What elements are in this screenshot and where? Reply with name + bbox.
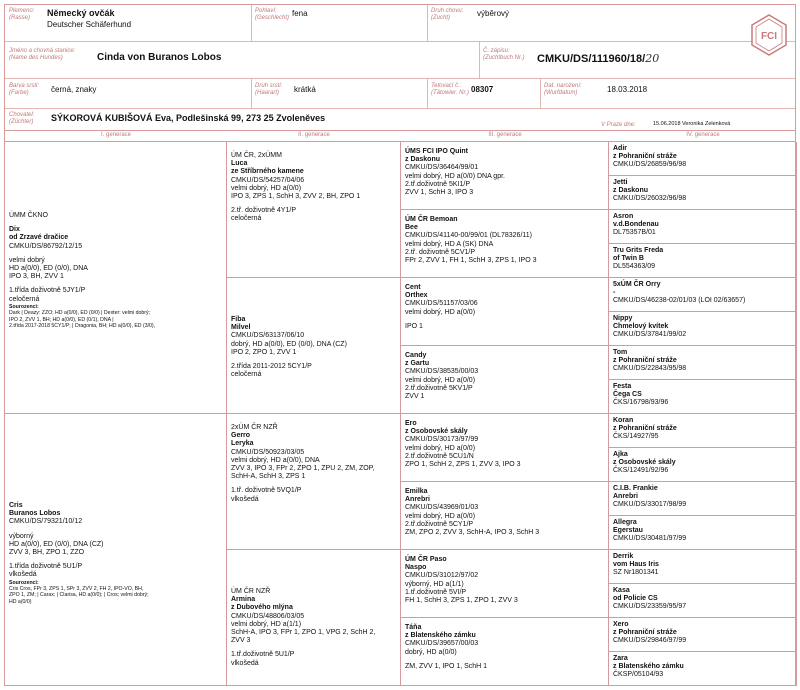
ancestor-line: dobrý, HD a(0/0) [405, 648, 457, 656]
ancestor-line: Bee [405, 224, 418, 232]
ancestor-line: 2.třída 2017-2018 5CY1/P; | Dragonia, BH; HD a(0/0), ED (3/0), [9, 323, 156, 330]
ancestor-g4-8 [609, 380, 797, 414]
ancestor-line: IPO 2, ZPO 1, ZVV 1 [231, 348, 297, 356]
svg-text:FCI: FCI [760, 31, 778, 42]
ancestor-line: ÚMS FCI IPO Quint [405, 148, 468, 155]
ancestor-line: ČKSP/05104/93 [613, 671, 664, 679]
ancestor-g4-3 [609, 210, 797, 244]
ancestor-line: dobrý, HD a(0/0), ED (0/0), DNA (CZ) [231, 340, 347, 348]
ancestor-line: FPr 2, ZVV 1, FH 1, SchH 3, ZPS 1, IPO 3 [405, 257, 537, 265]
ancestor-line: HD a(0/0), ED (0/0), DNA (CZ) [9, 540, 104, 548]
ancestor-line: Čega CS [613, 391, 642, 399]
ancestor-line: CMKU/DS/86792/12/15 [9, 242, 83, 250]
ancestor-line: Jetti [613, 179, 628, 186]
ancestor-line: ZM, ZPO 2, ZVV 3, SchH-A, IPO 3, SchH 3 [405, 529, 540, 537]
ancestor-line: CMKU/DS/26032/96/98 [613, 195, 687, 203]
ancestor-line: 2xÚM ČR NZŘ [231, 424, 278, 431]
ancestor-line: celočerná [9, 295, 40, 303]
ancestor-line: Nippy [613, 315, 633, 322]
ancestor-line: 2.tř.doživotně 5CU1/N [405, 452, 474, 460]
ancestor-line: CMKU/DS/23359/95/97 [613, 603, 687, 611]
ancestor-line: vlkošedá [231, 659, 259, 667]
ancestor-line: HD a(0/0) [9, 598, 32, 605]
ancestor-g4-1 [609, 142, 797, 176]
ancestor-line: IPO 2, ZVV 1, BH; HD a(0/0), ED (0/1), DNA | [9, 316, 114, 323]
ancestor-line: CMKU/DS/26859/96/98 [613, 161, 687, 169]
fci-logo-icon [749, 13, 789, 57]
ancestor-line: z Pohraniční stráže [613, 153, 677, 161]
ancestor-line: CMKU/DS/54257/04/06 [231, 176, 305, 184]
ancestor-line: 2.tř.doživotně 5KI1/P [405, 180, 470, 188]
ancestor-line: Ero [405, 420, 417, 427]
ancestor-line: velmi dobrý, HD a(0/0) [405, 308, 476, 316]
ancestor-line: 1.tř.doživotně 5VI/P [405, 588, 467, 596]
ancestor-line: Egerstau [613, 527, 643, 535]
header-row-breeder [5, 109, 795, 130]
issued-label: V Praze dne: [601, 122, 636, 128]
ancestor-line: CMKU/DS/30173/97/99 [405, 436, 479, 444]
ancestor-line: CMKU/DS/63137/06/10 [231, 332, 305, 340]
ancestor-g1-1 [5, 142, 227, 414]
ancestor-g4-2 [609, 176, 797, 210]
ancestor-line: Dix [9, 226, 20, 234]
ancestor-line: v.d.Bondenau [613, 221, 659, 229]
tattoo-value: 08307 [471, 85, 494, 94]
ancestor-line: velmi dobrý, HD a(0/0) [405, 376, 476, 384]
ancestor-line: celočerná [231, 371, 262, 379]
ancestor-line: Cent [405, 284, 421, 291]
ancestor-line: CMKU/DS/37841/99/02 [613, 331, 687, 339]
ancestor-line: IPO 1 [405, 322, 423, 330]
ancestor-line: velmi dobrý, HD a(0/0) [405, 512, 476, 520]
ancestor-line: ÚM ČR Bemoan [405, 216, 458, 223]
registration-label: Č. zápisu: (Zuchtbuch Nr.) [483, 48, 525, 61]
ancestor-g4-11 [609, 482, 797, 516]
ancestor-line: 2.třída 2011-2012 5CY1/P [231, 363, 312, 371]
ancestor-line: CMKU/DS/50923/03/05 [231, 448, 305, 456]
ancestor-line: CMKU/DS/46238-02/01/03 (LOI 02/63657) [613, 297, 746, 305]
gen-3-label: III. generace [488, 132, 522, 138]
breed-label: Plemeno: (Rasse) [9, 8, 35, 21]
ancestor-line: Fiba [231, 316, 246, 323]
ancestor-g3-6 [401, 482, 609, 550]
ancestor-line: Ajka [613, 451, 628, 458]
ancestor-line: velmi dobrý, HD a(0/0), DNA [231, 456, 320, 464]
birth-date-label: Dat. narození: (Wurfdatum) [544, 83, 582, 96]
ancestor-line: Leryka [231, 440, 254, 448]
ancestor-line: velmi dobrý, HD a(0/0) [231, 184, 302, 192]
coat-label: Druh srsti: (Haarart) [255, 83, 283, 96]
ancestor-line: Milvel [231, 324, 251, 332]
ancestor-g4-10 [609, 448, 797, 482]
ancestor-line: 2.tř. doživotně 5CV1/P [405, 248, 476, 256]
ancestor-line: 1.tř. doživotně 5VQ1/P [231, 487, 302, 495]
ancestor-g2-2 [227, 278, 401, 414]
ancestor-g4-15 [609, 618, 797, 652]
ancestor-line: CMKU/DS/31012/97/02 [405, 572, 479, 580]
ancestor-line: Allegra [613, 519, 637, 526]
ancestor-line: Anrebri [405, 496, 430, 504]
ancestor-g3-5 [401, 414, 609, 482]
ancestor-g3-8 [401, 618, 609, 686]
header-row-name [5, 42, 795, 79]
ancestor-g4-7 [609, 346, 797, 380]
ancestor-line: Sourozenci: [9, 303, 39, 310]
ancestor-g2-1 [227, 142, 401, 278]
header-row-coat [5, 79, 795, 109]
ancestor-line: Asron [613, 213, 634, 220]
ancestor-line: ZPO 1, SchH 2, ZPS 1, ZVV 3, IPO 3 [405, 461, 521, 469]
ancestor-line: Kasa [613, 587, 630, 594]
registration-number: CMKU/DS/111960/18/20 [537, 52, 660, 65]
ancestor-line: SZ Nr1801341 [613, 569, 659, 577]
ancestor-line: Xero [613, 621, 629, 628]
ancestor-line: ZPO 1, ZM; | Carax; | Clarisa, HD a(0/0); | Cros; velmi dobrý; [9, 592, 149, 599]
tattoo-label: Tetovací č.: (Tätowier. Nr.) [431, 83, 469, 96]
generation-header [5, 130, 795, 142]
ancestor-line: z Dubového mlýna [231, 604, 293, 612]
ancestor-g4-9 [609, 414, 797, 448]
ancestor-g3-4 [401, 346, 609, 414]
ancestor-line: 2.tř.doživotně 5CY1/P [405, 520, 474, 528]
ancestor-line: z Daskonu [405, 156, 441, 164]
ancestor-line: velmi dobrý, HD a(0/0) [405, 444, 476, 452]
ancestor-line: Cris [9, 502, 23, 509]
ancestor-line: Luca [231, 160, 248, 168]
ancestor-line: Sourozenci: [9, 579, 39, 586]
ancestor-line: Chmelový kvítek [613, 323, 669, 331]
ancestor-line: velmi dobrý, HD a(1/1) [231, 620, 302, 628]
ancestor-line: vlkošedá [9, 571, 37, 579]
ancestor-line: Zara [613, 655, 628, 662]
ancestor-line: z Pohraniční stráže [613, 629, 677, 637]
ancestor-line: of Twin B [613, 255, 644, 263]
ancestor-line: ÚM ČR, 2xÚMM [231, 152, 282, 159]
ancestor-line: 2.tř. doživotně 4Y1/P [231, 207, 296, 215]
ancestor-g1-2 [5, 414, 227, 686]
ancestor-g4-6 [609, 312, 797, 346]
ancestor-line: Buranos Lobos [9, 510, 61, 518]
ancestor-line: Tru Grits Freda [613, 247, 664, 254]
ancestor-line: CMKU/DS/36464/99/01 [405, 164, 479, 172]
ancestor-line: ZM, ZVV 1, IPO 1, SchH 1 [405, 662, 488, 670]
ancestor-line: Armina [231, 596, 256, 604]
ancestor-line: od Zrzavé dračice [9, 234, 69, 242]
ancestor-line: ze Stříbrného kamene [231, 168, 304, 176]
ancestor-line: velmi dobrý [9, 256, 45, 264]
ancestor-line: FH 1, SchH 3, ZPS 1, ZPO 1, ZVV 3 [405, 597, 518, 605]
ancestor-line: Derrik [613, 553, 634, 560]
ancestor-g3-2 [401, 210, 609, 278]
ancestor-g4-5 [609, 278, 797, 312]
gen-4-label: IV. generace [686, 132, 720, 138]
ancestor-line: Gerro [231, 432, 251, 440]
ancestor-line: DL554363/09 [613, 263, 656, 271]
ancestor-line: z Pohraniční stráže [613, 425, 677, 433]
ancestor-g4-13 [609, 550, 797, 584]
header-row-breed [5, 5, 795, 42]
ancestor-line: od Policie CS [613, 595, 658, 603]
ancestor-line: CMKU/DS/48806/03/05 [231, 612, 305, 620]
ancestor-line: 1.třída doživotně 5JY1/P [9, 287, 86, 295]
ancestor-line: Koran [613, 417, 634, 424]
ancestor-line: DL75357B/01 [613, 229, 656, 237]
ancestor-line: ČKS/14927/95 [613, 433, 659, 441]
ancestor-line: CMKU/DS/79321/10/12 [9, 518, 83, 526]
ancestor-line: výborný, HD a(1/1) [405, 580, 464, 588]
ancestor-line: 1.třída doživotně 5U1/P [9, 563, 83, 571]
ancestor-line: velmi dobrý, HD a(0/0) DNA gpr. [405, 172, 505, 180]
ancestor-line: ÚM ČR Paso [405, 556, 447, 563]
gen-1-label: I. generace [100, 132, 132, 138]
ancestor-line: Naspo [405, 564, 427, 572]
dog-name-value: Cinda von Buranos Lobos [97, 52, 222, 63]
ancestor-line: Orthex [405, 292, 428, 300]
ancestor-line: Emilka [405, 488, 428, 495]
issued-value: 15.06.2018 Veronika Zelenková [653, 121, 731, 127]
ancestor-line: Dark | Deazy: ZZO; HD a(0/0), ED (0/0) | Dexter: velmi dobrý; [9, 310, 151, 317]
ancestor-g4-16 [609, 652, 797, 686]
ancestor-g3-1 [401, 142, 609, 210]
ancestor-line: výborný [9, 532, 34, 540]
ancestor-line: Festa [613, 383, 632, 390]
ancestor-line: CMKU/DS/41140-00/99/01 (DL78326/11) [405, 232, 532, 240]
ancestor-line: Adir [613, 145, 627, 152]
ancestor-line: SchH-A, SchH 3, ZPS 1 [231, 473, 306, 481]
sex-label: Pohlaví: (Geschlecht) [255, 8, 290, 21]
ancestor-line: CMKU/DS/22843/95/98 [613, 365, 687, 373]
breeder-label: Chovatel: (Züchter) [9, 112, 35, 125]
breed-value-de: Deutscher Schäferhund [47, 20, 132, 29]
breeder-value: SÝKOROVÁ KUBIŠOVÁ Eva, Podlešinská 99, 273 25 Zvoleněves [51, 113, 326, 123]
ancestor-line: vom Haus Iris [613, 561, 659, 569]
ancestor-line: SchH-A, IPO 3, FPr 1, ZPO 1, VPG 2, SchH 2, [231, 629, 376, 637]
ancestor-line: z Blatenského zámku [613, 663, 684, 671]
ancestor-line: ÚMM ČKNO [9, 212, 48, 219]
gen-2-label: II. generace [298, 132, 330, 138]
breeding-type-label: Druh chovu: (Zucht) [431, 8, 464, 21]
color-value: černá, znaky [51, 85, 97, 94]
ancestor-line: HD a(0/0), ED (0/0), DNA [9, 265, 88, 273]
ancestor-line: IPO 3, ZPS 1, SchH 3, ZVV 2, BH, ZPO 1 [231, 193, 361, 201]
ancestor-line: ZVV 1 [405, 393, 425, 401]
breeding-type-value: výběrový [477, 9, 510, 18]
ancestor-line: C.I.B. Frankie [613, 485, 658, 492]
ancestor-g4-14 [609, 584, 797, 618]
birth-date-value: 18.03.2018 [607, 85, 648, 94]
ancestor-line: ČKS/16798/93/96 [613, 399, 669, 407]
ancestor-line: CMKU/DS/29846/97/99 [613, 637, 687, 645]
ancestor-line: 1.tř.doživotně 5U1/P [231, 651, 295, 659]
ancestor-line: vlkošedá [231, 495, 259, 503]
ancestor-line: ZVV 3 [231, 637, 251, 645]
ancestor-line: z Gartu [405, 360, 430, 368]
ancestor-line: ZVV 3, IPO 3, FPr 2, ZPO 1, ZPU 2, ZM, ZOP, [231, 465, 375, 473]
ancestor-line: z Osobovské skály [405, 428, 468, 436]
ancestor-line: Táňa [405, 624, 422, 631]
ancestor-line: z Blatenského zámku [405, 632, 476, 640]
ancestor-line: Candy [405, 352, 427, 359]
ancestor-line: IPO 3, BH, ZVV 1 [9, 273, 64, 281]
ancestor-g4-4 [609, 244, 797, 278]
ancestor-line: CMKU/DS/51157/03/06 [405, 300, 478, 308]
ancestor-line: ZVV 3, BH, ZPO 1, ZZO [9, 549, 85, 557]
ancestor-line: CMKU/DS/33017/98/99 [613, 501, 687, 509]
ancestor-g3-7 [401, 550, 609, 618]
ancestor-line: CMKU/DS/30481/97/99 [613, 535, 687, 543]
ancestor-line: CMKU/DS/43969/01/03 [405, 504, 479, 512]
ancestor-g3-3 [401, 278, 609, 346]
sex-value: fena [292, 9, 308, 18]
ancestor-line: - [613, 289, 616, 297]
ancestor-line: ÚM ČR NZŘ [231, 588, 271, 595]
ancestor-line: CMKU/DS/39657/00/03 [405, 640, 479, 648]
ancestor-line: Tom [613, 349, 628, 356]
ancestor-g2-3 [227, 414, 401, 550]
ancestor-g4-12 [609, 516, 797, 550]
pedigree-certificate [4, 4, 796, 686]
ancestor-line: celočerná [231, 215, 262, 223]
ancestor-line: 2.tř.doživotně 5KV1/P [405, 384, 473, 392]
dog-name-label: Jméno a chovná stanice: (Name des Hundes) [9, 48, 76, 61]
ancestor-line: velmi dobrý, HD A (SK) DNA [405, 240, 494, 248]
ancestor-line: Cris Cros, FPr 3, ZPS 1, SPr 3, ZVV 2, FH 2, IPO-VO, BH, [9, 586, 144, 593]
ancestor-line: ZVV 1, SchH 3, IPO 3 [405, 189, 474, 197]
ancestor-g2-4 [227, 550, 401, 686]
coat-value: krátká [294, 85, 316, 94]
color-label: Barva srsti: (Farbe) [9, 83, 40, 96]
ancestor-line: z Osobovské skály [613, 459, 676, 467]
breed-value: Německý ovčák [47, 8, 115, 18]
ancestor-line: CMKU/DS/38535/00/03 [405, 368, 479, 376]
ancestor-line: Anrebri [613, 493, 638, 501]
ancestor-line: z Daskonu [613, 187, 649, 195]
ancestor-line: ČKS/12491/92/96 [613, 467, 669, 475]
ancestor-line: 5xÚM ČR Orry [613, 281, 661, 288]
ancestor-line: z Pohraniční stráže [613, 357, 677, 365]
